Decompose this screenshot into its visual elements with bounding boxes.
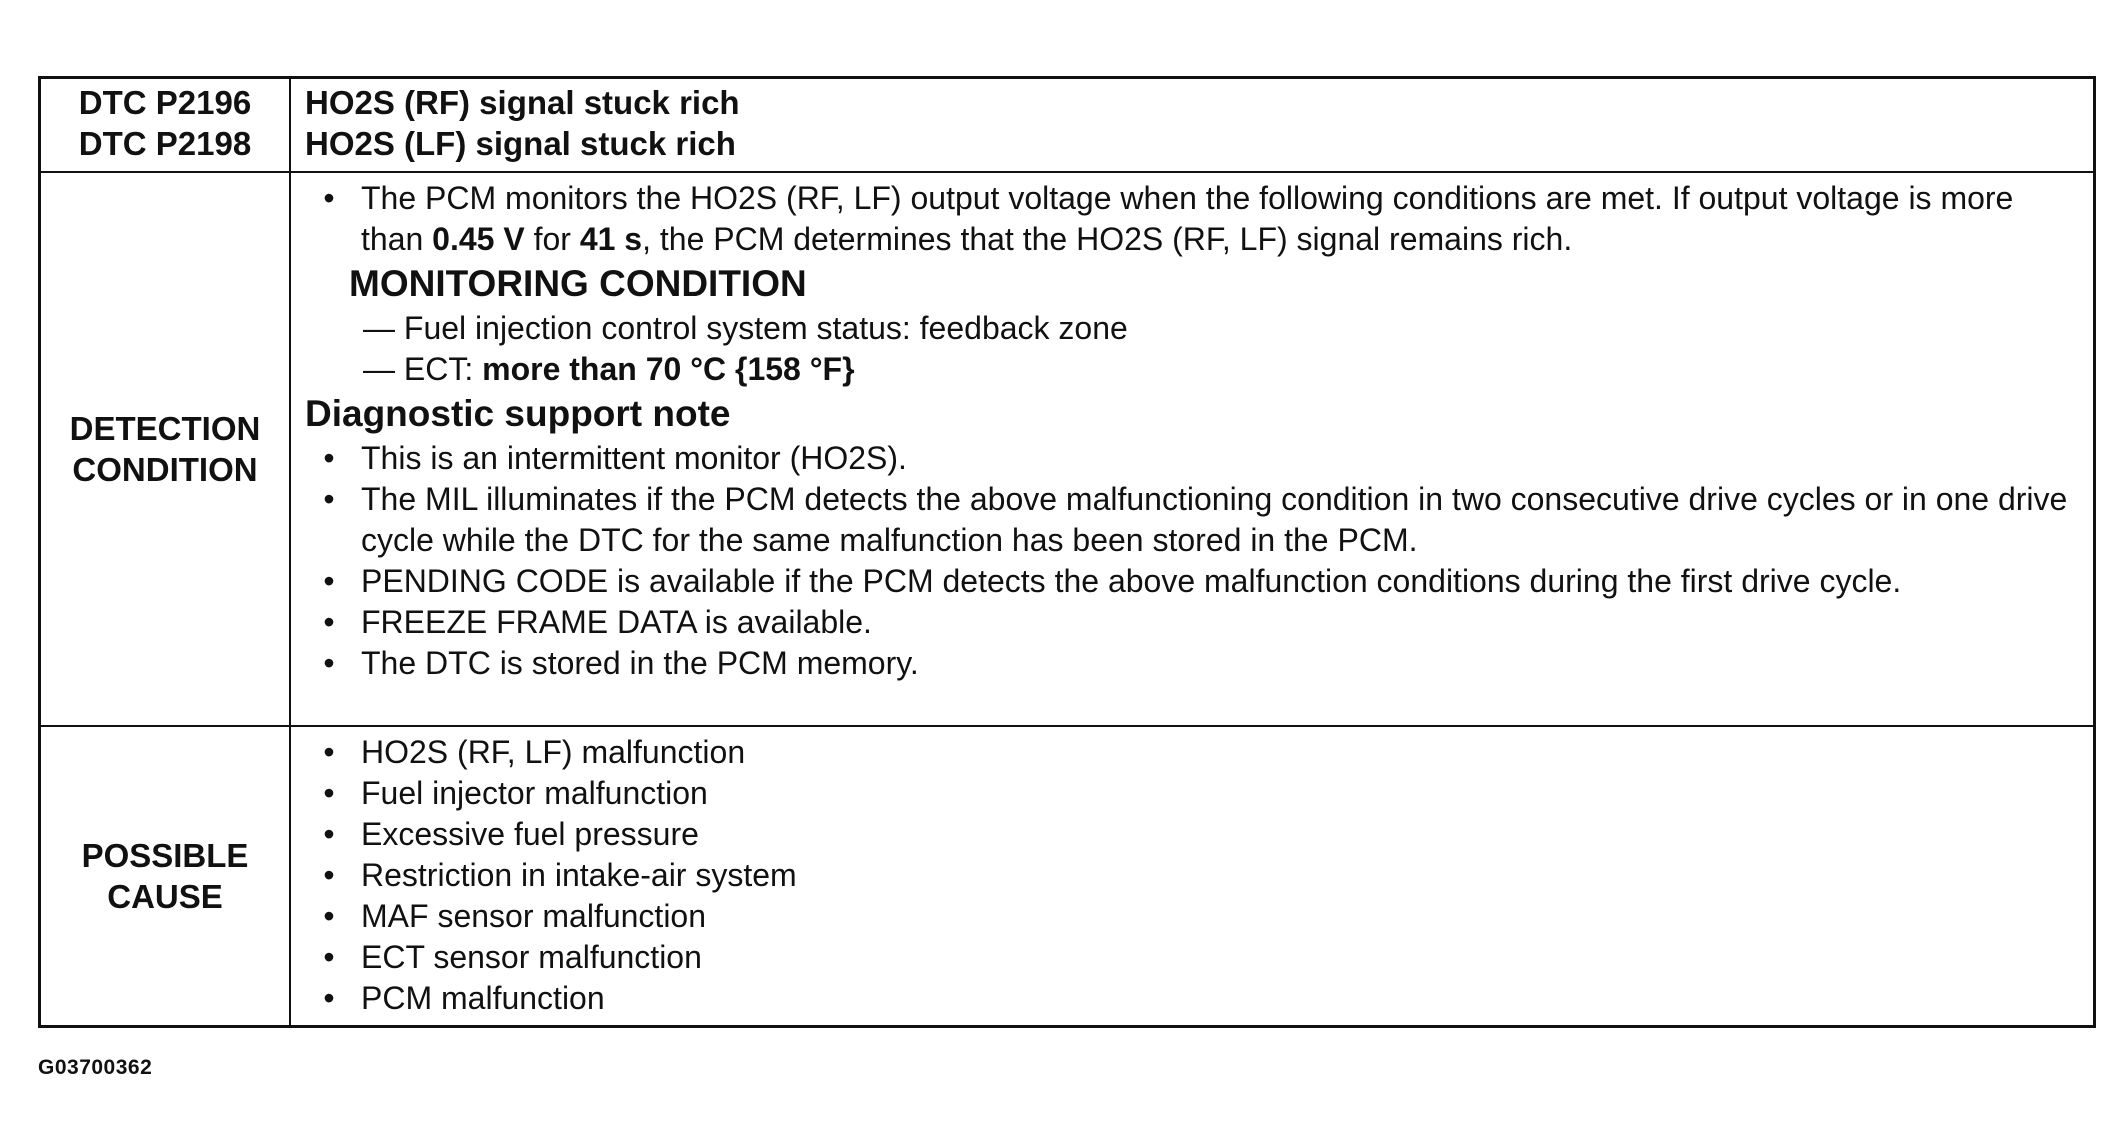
possible-cause-item: • Restriction in intake-air system <box>305 855 2073 896</box>
bullet-icon: • <box>323 440 335 476</box>
detection-intro-list <box>305 178 2073 260</box>
possible-cause-item: • PCM malfunction <box>305 978 2073 1019</box>
threshold-voltage: 0.45 V <box>432 221 525 257</box>
monitoring-condition-item: — Fuel injection control system status: feedback zone <box>363 310 1128 346</box>
bullet-icon: • <box>323 816 335 852</box>
possible-cause-item: • MAF sensor malfunction <box>305 896 2073 937</box>
bullet-icon: • <box>323 775 335 811</box>
diagnostic-note: • PENDING CODE is available if the PCM detects the above malfunction conditions during the first drive cycle. <box>305 561 2073 602</box>
dtc-codes-cell <box>41 79 291 173</box>
dtc-description: HO2S (RF) signal stuck rich <box>305 84 740 121</box>
figure-id: G03700362 <box>38 1056 153 1079</box>
possible-cause-item: • ECT sensor malfunction <box>305 937 2073 978</box>
threshold-time: 41 s <box>579 221 643 257</box>
possible-cause-item: • Excessive fuel pressure <box>305 814 2073 855</box>
bullet-icon: • <box>323 939 335 975</box>
detection-condition-content <box>291 173 2093 727</box>
dtc-descriptions-cell <box>291 79 2093 173</box>
possible-cause-item: • HO2S (RF, LF) malfunction <box>305 732 2073 773</box>
diagnostic-note: • The MIL illuminates if the PCM detects the above malfunctioning condition in two consecutive drive cycles or in one drive cycle while the DTC for the same malfunction has been stored in the PCM. <box>305 479 2073 561</box>
bullet-icon: • <box>323 898 335 934</box>
possible-cause-item: • Fuel injector malfunction <box>305 773 2073 814</box>
bullet-icon: • <box>323 734 335 770</box>
possible-cause-content <box>291 727 2093 1025</box>
bullet-icon: • <box>323 563 335 599</box>
dtc-description: HO2S (LF) signal stuck rich <box>305 125 736 162</box>
bullet-icon: • <box>323 645 335 681</box>
possible-cause-list <box>305 732 2073 1019</box>
detection-condition-label: DETECTION CONDITION <box>41 173 291 727</box>
diagnostic-note: • The DTC is stored in the PCM memory. <box>305 643 2073 684</box>
diagnostic-notes-list <box>305 438 2073 684</box>
monitoring-condition-heading: MONITORING CONDITION <box>349 263 807 304</box>
detection-intro-item: • The PCM monitors the HO2S (RF, LF) output voltage when the following conditions are met. If output voltage is more than 0.45 V for 41 s, the PCM determines that the HO2S (RF, LF) signal remains rich. <box>305 178 2073 260</box>
bullet-icon: • <box>323 604 335 640</box>
diagnostic-note: • FREEZE FRAME DATA is available. <box>305 602 2073 643</box>
dtc-code: DTC P2196 <box>78 84 252 121</box>
diagnostic-note: • This is an intermittent monitor (HO2S). <box>305 438 2073 479</box>
possible-cause-label: POSSIBLE CAUSE <box>41 727 291 1025</box>
diagnostic-support-heading: Diagnostic support note <box>305 393 731 434</box>
bullet-icon: • <box>323 180 335 216</box>
dtc-table <box>38 76 2096 1028</box>
bullet-icon: • <box>323 857 335 893</box>
bullet-icon: • <box>323 481 335 517</box>
dtc-code: DTC P2198 <box>78 125 252 162</box>
bullet-icon: • <box>323 980 335 1016</box>
monitoring-condition-item: — ECT: more than 70 °C {158 °F} <box>363 351 855 387</box>
